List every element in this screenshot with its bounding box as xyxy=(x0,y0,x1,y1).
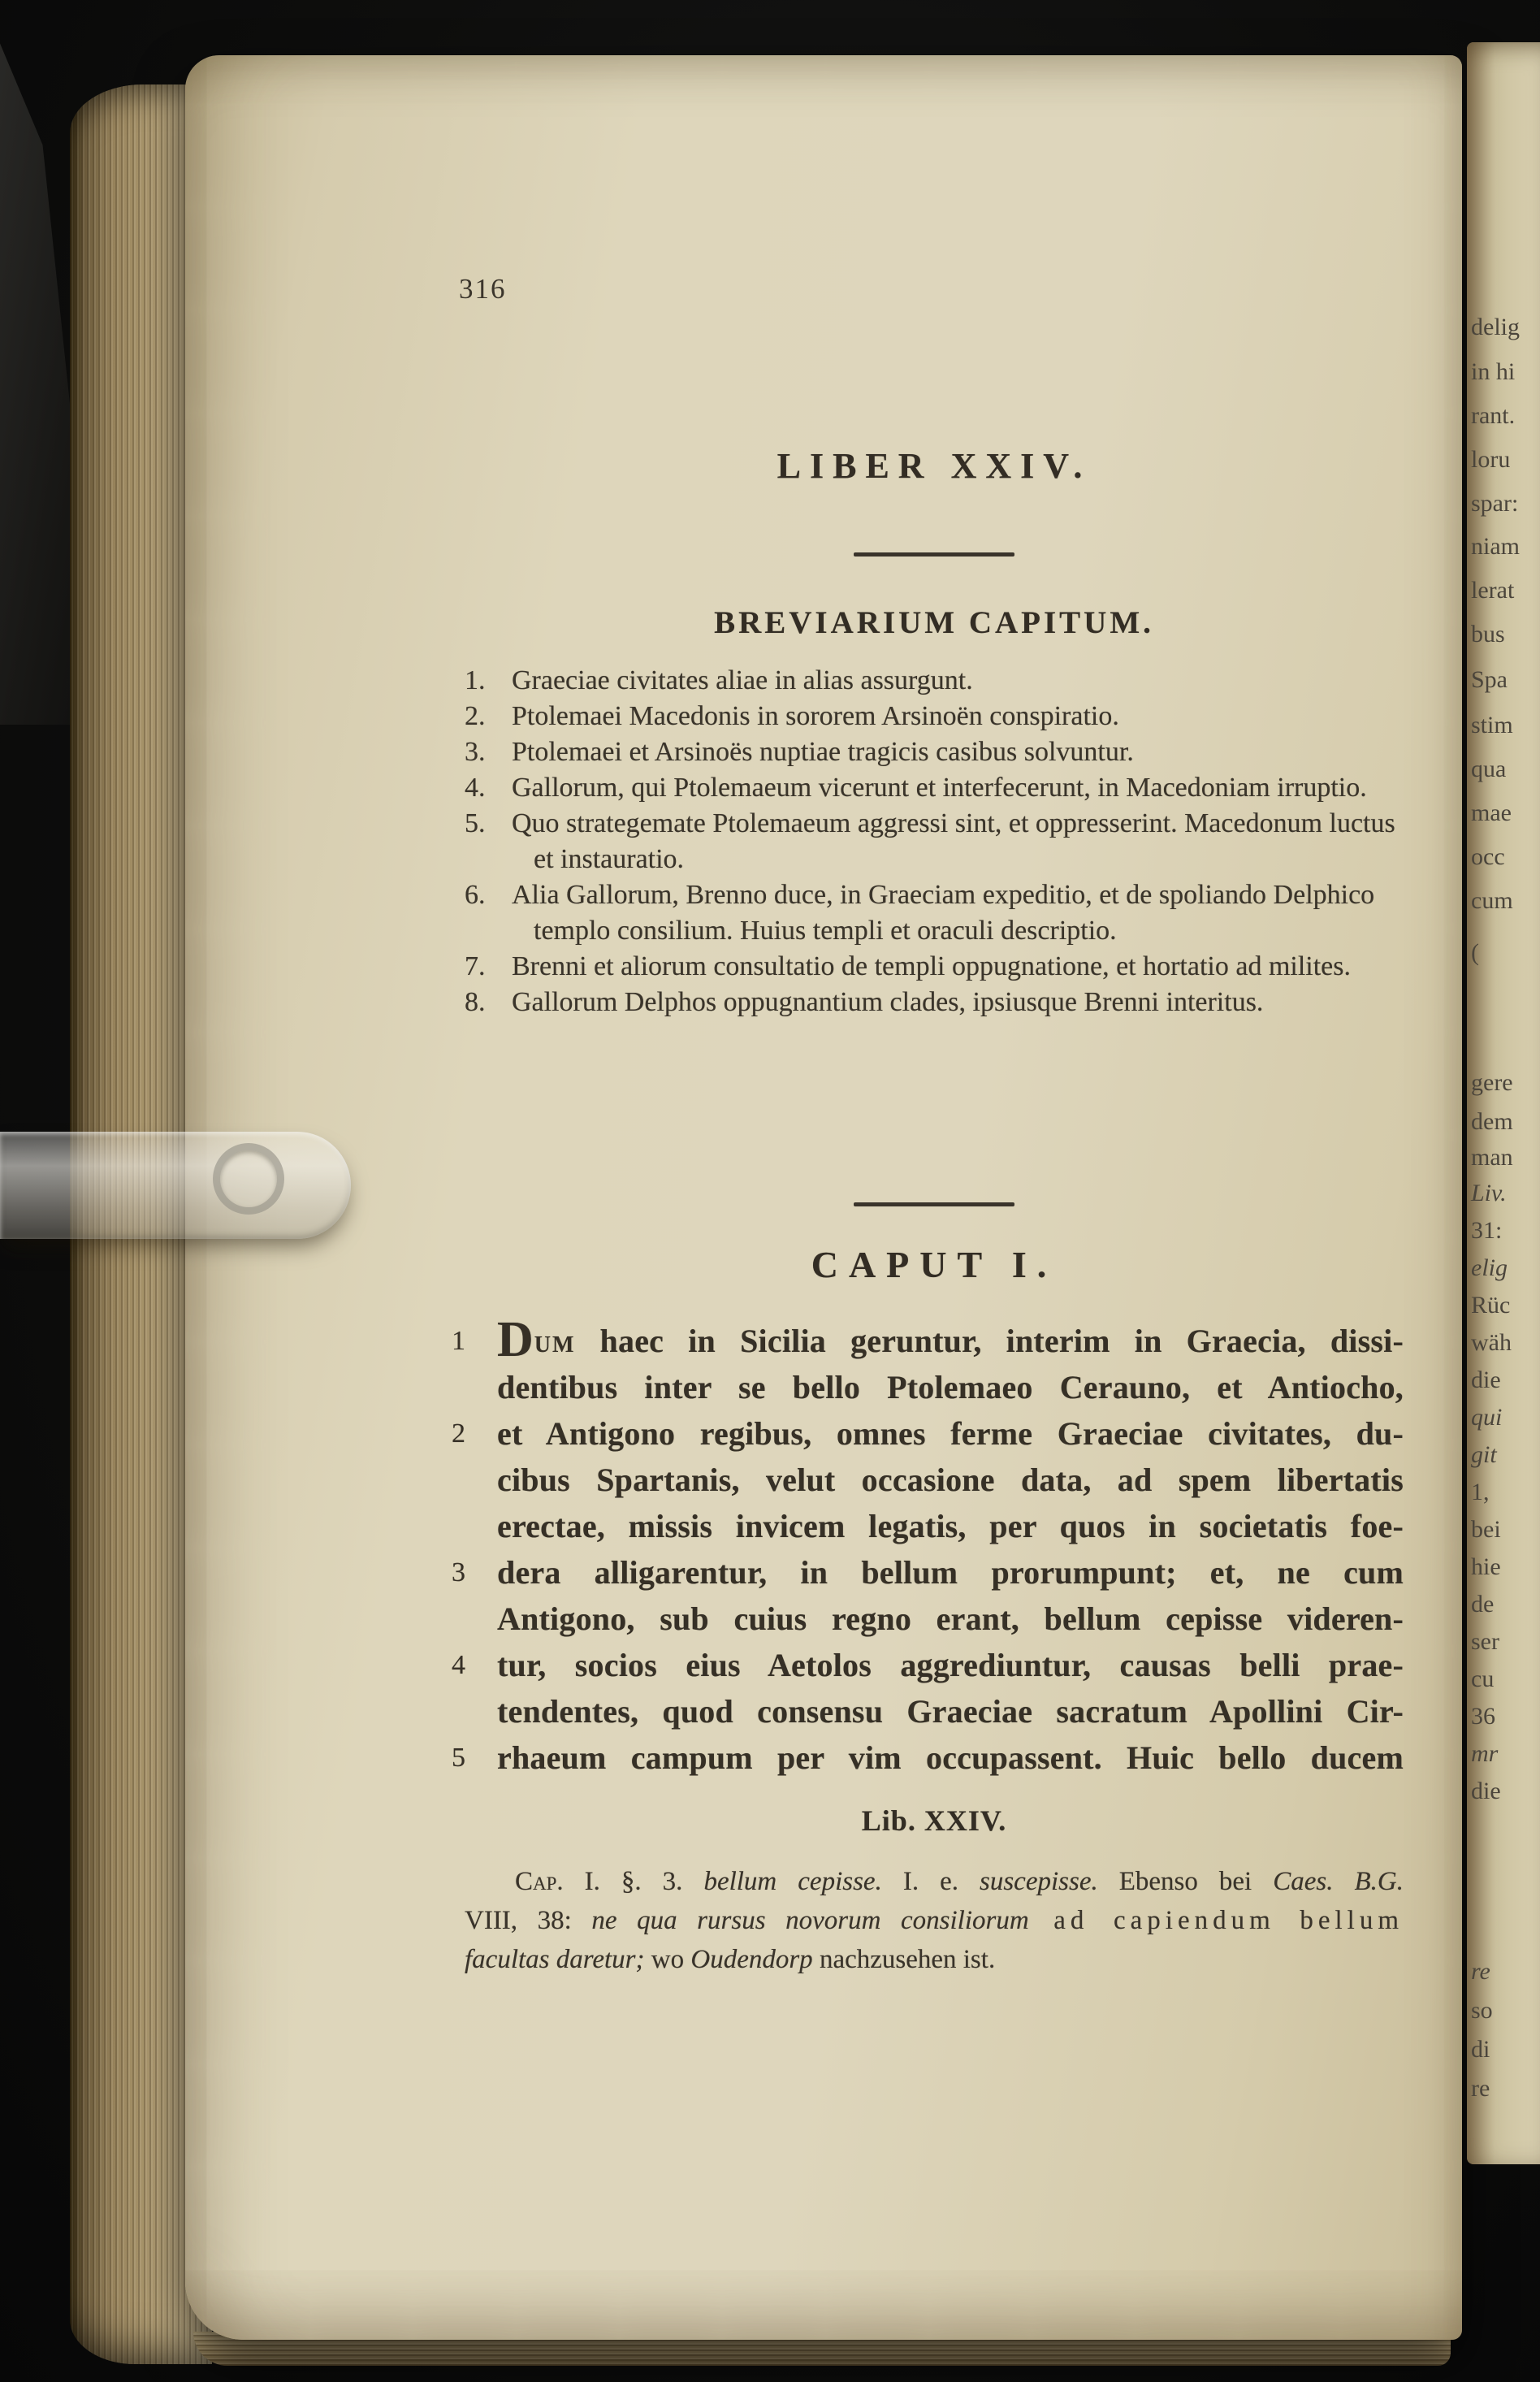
book-title: LIBER XXIV. xyxy=(776,446,1092,486)
next-page-fragment: mr xyxy=(1471,1740,1499,1767)
footnote-segment: ad capiendum bellum xyxy=(1028,1906,1404,1935)
smallcaps-text: um xyxy=(534,1323,576,1359)
margin-number: 5 xyxy=(452,1743,465,1773)
footnote-line xyxy=(465,1940,1404,1979)
item-number: 8. xyxy=(465,987,486,1017)
item-number: 7. xyxy=(465,951,486,981)
next-page-fragment: niam xyxy=(1471,533,1520,560)
next-page-fragment: gere xyxy=(1471,1069,1513,1096)
paragraph-line: 2 et Antigono regibus, omnes ferme Graeciae civitates, du- xyxy=(497,1410,1404,1457)
list-item xyxy=(465,734,1404,770)
footnote xyxy=(465,1862,1404,1979)
margin-number: 3 xyxy=(452,1557,465,1587)
paragraph-line: Antigono, sub cuius regno erant, bellum cepisse videren- xyxy=(497,1600,1404,1637)
footnote-segment: Caes. B.G. xyxy=(1273,1867,1404,1896)
footnote-segment: I. e. xyxy=(881,1867,980,1896)
item-number: 4. xyxy=(465,773,486,803)
next-page-fragment: de xyxy=(1471,1591,1495,1618)
next-page-fragment: cum xyxy=(1471,887,1513,914)
list-item xyxy=(465,699,1404,734)
breviarium-list xyxy=(465,663,1404,1020)
footnote-segment: suscepisse. xyxy=(980,1867,1098,1896)
item-text: Gallorum Delphos oppugnantium clades, ipsiusque Brenni interitus. xyxy=(512,987,1264,1017)
paragraph-line: 1 Dum haec in Sicilia geruntur, interim in Graecia, dissi- xyxy=(452,1312,1404,1367)
footnote-segment: Cap. I. §. 3. xyxy=(515,1867,704,1896)
item-text: Ptolemaei Macedonis in sororem Arsinoën conspiratio. xyxy=(512,701,1119,731)
paragraph-line: 5 rhaeum campum per vim occupassent. Huic bello ducem xyxy=(497,1735,1404,1781)
next-page-fragment: Spa xyxy=(1471,666,1508,693)
item-text: Brenni et aliorum consultatio de templi oppugnatione, et hortatio ad milites. xyxy=(512,951,1351,981)
footnote-line xyxy=(465,1862,1404,1901)
footnote-heading: Lib. XXIV. xyxy=(861,1804,1007,1837)
next-page-fragment: 31: xyxy=(1471,1217,1503,1244)
next-page-fragment: so xyxy=(1471,1997,1493,2024)
paragraph-line: tendentes, quod consensu Graeciae sacratum Apollini Cir- xyxy=(497,1693,1404,1730)
item-number: 5. xyxy=(465,808,486,838)
paragraph-line: erectae, missis invicem legatis, per quos in societatis foe- xyxy=(497,1508,1404,1544)
item-number: 6. xyxy=(465,880,486,910)
next-page-fragment: in hi xyxy=(1471,358,1516,385)
page-number: 316 xyxy=(459,273,507,305)
next-page-fragment: re xyxy=(1471,1958,1490,1985)
next-page-fragment: git xyxy=(1471,1441,1497,1468)
chapter-heading: CAPUT I. xyxy=(811,1244,1058,1285)
margin-number: 2 xyxy=(452,1418,465,1449)
next-page-fragment: re xyxy=(1471,2075,1490,2102)
paragraph-line: cibus Spartanis, velut occasione data, ad spem libertatis xyxy=(497,1462,1404,1498)
next-page-fragment: 36 xyxy=(1471,1703,1495,1730)
next-page-fragment: loru xyxy=(1471,446,1511,473)
next-page-fragment: mae xyxy=(1471,799,1512,826)
divider-rule xyxy=(854,552,1014,557)
item-text: Ptolemaei et Arsinoës nuptiae tragicis casibus solvuntur. xyxy=(512,737,1134,767)
dropcap-initial: D xyxy=(497,1312,534,1367)
footnote-segment: VIII, 38: xyxy=(465,1906,592,1935)
footnote-segment: facultas daretur; xyxy=(465,1945,645,1974)
divider-rule xyxy=(854,1202,1014,1206)
paragraph-line: dentibus inter se bello Ptolemaeo Cerauno, et Antiocho, xyxy=(497,1369,1404,1405)
next-page-fragment: qui xyxy=(1471,1404,1503,1431)
list-item xyxy=(465,663,1404,699)
next-page-fragment: hie xyxy=(1471,1553,1501,1580)
item-text: Alia Gallorum, Brenno duce, in Graeciam expeditio, et de spoliando Delphico templo consilium. Huius templi et oraculi descriptio. xyxy=(512,880,1375,946)
next-page-fragment: rant. xyxy=(1471,402,1516,429)
next-page-fragment: die xyxy=(1471,1778,1501,1804)
next-page-fragment: Liv. xyxy=(1471,1180,1507,1206)
next-page-fragment: 1, xyxy=(1471,1479,1490,1505)
next-page-fragment: cu xyxy=(1471,1665,1495,1692)
item-text: Quo strategemate Ptolemaeum aggressi sint, et oppresserint. Macedonum luctus et instauratio. xyxy=(512,808,1395,874)
footnote-segment: wo xyxy=(644,1945,691,1974)
next-page-sliver xyxy=(1467,42,1540,2164)
next-page-fragment: dem xyxy=(1471,1108,1513,1135)
next-page-fragment: lerat xyxy=(1471,577,1515,604)
item-number: 1. xyxy=(465,665,486,695)
next-page-fragment: die xyxy=(1471,1366,1501,1393)
item-text: Gallorum, qui Ptolemaeum vicerunt et interfecerunt, in Macedoniam irruptio. xyxy=(512,773,1367,803)
next-page-fragment: delig xyxy=(1471,314,1520,340)
next-page-fragment: man xyxy=(1471,1144,1513,1171)
next-page-fragment: ser xyxy=(1471,1628,1499,1655)
list-item xyxy=(465,770,1404,806)
book-page xyxy=(185,55,1462,2340)
next-page-fragment: qua xyxy=(1471,756,1507,782)
next-page-fragment: bei xyxy=(1471,1516,1501,1543)
next-page-fragment: spar: xyxy=(1471,490,1519,517)
page-holder-clip xyxy=(0,1132,351,1239)
list-item xyxy=(465,806,1404,877)
margin-number: 4 xyxy=(452,1650,465,1680)
next-page-fragment: elig xyxy=(1471,1254,1508,1281)
next-page-fragment: stim xyxy=(1471,712,1513,738)
item-text: Graeciae civitates aliae in alias assurgunt. xyxy=(512,665,973,695)
paragraph-line: 4 tur, socios eius Aetolos aggrediuntur, causas belli prae- xyxy=(497,1642,1404,1688)
list-item xyxy=(465,877,1404,949)
chapter-paragraph xyxy=(452,1312,1404,1781)
list-item xyxy=(465,949,1404,985)
footnote-segment: ne qua rursus novorum consiliorum xyxy=(591,1906,1029,1935)
item-number: 3. xyxy=(465,737,486,767)
footnote-segment: bellum cepisse. xyxy=(703,1867,882,1896)
footnote-segment: Oudendorp xyxy=(690,1945,813,1974)
text-column xyxy=(452,55,1404,2340)
clip-ring xyxy=(213,1143,284,1215)
next-page-fragment: ( xyxy=(1471,939,1479,966)
paragraph-line: 3 dera alligarentur, in bellum prorumpunt; et, ne cum xyxy=(497,1549,1404,1596)
footnote-segment: nachzusehen ist. xyxy=(812,1945,996,1974)
next-page-fragment: occ xyxy=(1471,843,1505,870)
footnote-line xyxy=(465,1901,1404,1940)
list-item xyxy=(465,985,1404,1020)
next-page-fragment: bus xyxy=(1471,621,1505,647)
next-page-fragment: di xyxy=(1471,2036,1490,2063)
footnote-segment: Ebenso bei xyxy=(1097,1867,1274,1896)
item-number: 2. xyxy=(465,701,486,731)
next-page-fragment: Rüc xyxy=(1471,1292,1511,1319)
margin-number: 1 xyxy=(452,1326,465,1356)
breviarium-heading: BREVIARIUM CAPITUM. xyxy=(714,605,1154,640)
next-page-fragment: wäh xyxy=(1471,1329,1512,1356)
